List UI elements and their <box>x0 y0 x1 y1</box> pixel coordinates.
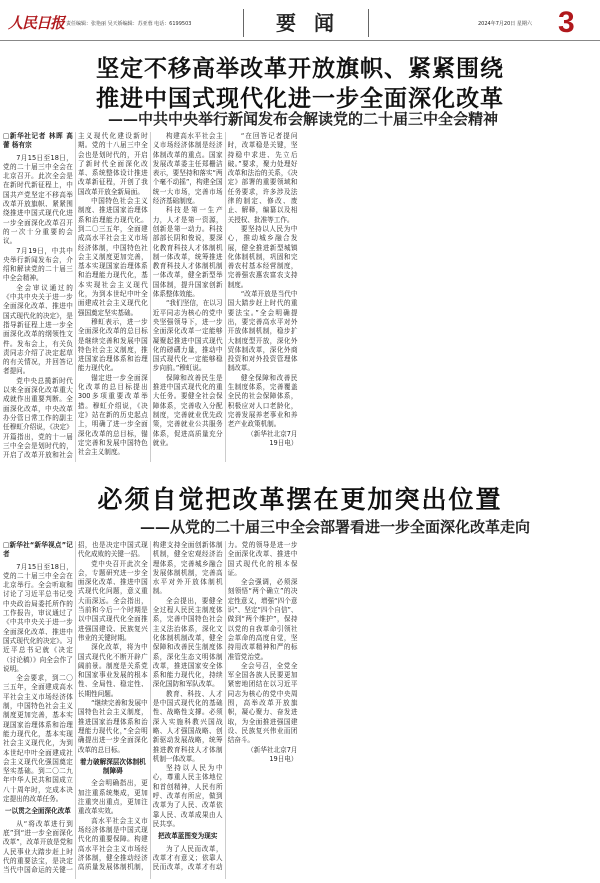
article2-dateline: （新华社北京7月19日电） <box>247 745 298 763</box>
paragraph: “在回答记者提问时，改革稳是关键，坚持稳中求进、先立后破。”要求，聚力处理好改革和法治的关系，《决定》部署的重要领域和任务要求，许多涉及法律的制定、修改、废止、解释，编纂以及相关授权、批准等工作。 <box>227 132 298 224</box>
article1-subtitle: ——中共中央举行新闻发布会解读党的二十届三中全会精神 <box>108 110 499 128</box>
paragraph: 党中央召开此次全会，专题研究进一步全面深化改革、推进中国式现代化问题，意义重大而深远。全会指出，当前和今后一个时期是以中国式现代化全面推进强国建设、民族复兴伟业的关键时期。 <box>77 559 148 642</box>
paragraph: 从“将改革进行到底”到“进一步全面深化改革”，改革开放是党和人民事业大踏步赶上时代的重要法宝，是决定当代中国命运的关键一招，也是决定中国式现代化成败的关键一招。 <box>3 541 148 875</box>
article1-dateline: （新华社北京7月19日电） <box>247 429 298 447</box>
section-heading: 把改革蓝图变为现实 <box>158 832 218 841</box>
paragraph: 教育、科技、人才是中国式现代化的基础性、战略性支撑。必须深入实施科教兴国战略、人才强国战略、创新驱动发展战略，统筹推进教育科技人才体制机制一体改革。 <box>152 689 223 763</box>
section-title: 要闻 <box>243 9 369 37</box>
article2-body <box>3 541 597 879</box>
paragraph: 为了人民而改革，改革才有意义；依靠人民而改革，改革才有动力。党的领导是进一步全面深化改革、推进中国式现代化的根本保证。 <box>152 541 298 872</box>
section-heading: 一以贯之全面深化改革 <box>4 807 71 816</box>
paragraph: 锚定进一步全面深化改革的总目标提出300多项重要改革举措。穆虹介绍说，《决定》站在新的历史起点上，明确了进一步全面深化改革的总目标，锚定完善和发展中国特色社会主义制度。 <box>77 373 148 457</box>
issue-date: 2024年7月20日 星期六 <box>478 21 532 27</box>
paragraph: 深化改革，将为中国式现代化不断开辟广阔前景。制度是关系党和国家事业发展的根本性、全局性、稳定性、长期性问题。 <box>77 643 148 698</box>
paragraph: 全会要求，到二〇三五年，全面建成高水平社会主义市场经济体制，中国特色社会主义制度更加完善，基本实现国家治理体系和治理能力现代化，基本实现社会主义现代化，为到本世纪中叶全面建成社会主义现代化强国奠定坚实基础。到二〇二九年中华人民共和国成立八十周年时，完成本决定提出的改革任务。 <box>3 674 73 804</box>
article2-headline: 必须自觉把改革摆在更加突出位置 <box>97 485 503 514</box>
paragraph: 坚持以人民为中心，尊重人民主体地位和首创精神，人民有所呼、改革有所应，做到改革为了人民、改革依靠人民、改革成果由人民共享。 <box>152 764 223 828</box>
editor-credits: 责任编辑：张艳丽 吴天娇编辑：苏亚蓉 电话：6199503 <box>66 21 192 27</box>
paragraph: 穆虹表示，进一步全面深化改革的总目标是继续完善和发展中国特色社会主义制度，推进国家治理体系和治理能力现代化。 <box>77 317 148 373</box>
paragraph: 健全保障和改善民生制度体系，完善覆盖全民的社会保障体系，积极应对人口老龄化，完善发展养老事业和养老产业政策机制。 <box>227 373 298 429</box>
paragraph: 科技是第一生产力，人才是第一资源，创新是第一动力。科技部部长阴和俊说，要深化教育科技人才体制机制一体改革，统筹推进教育科技人才体制机制一体改革，健全新型举国体制，提升国家创新体系整体效能。 <box>152 206 223 299</box>
paragraph: “继续完善和发展中国特色社会主义制度，推进国家治理体系和治理能力现代化，”全会明确提出进一步全面深化改革的总目标。 <box>77 699 148 754</box>
paragraph: 全会提出，要健全全过程人民民主制度体系，完善中国特色社会主义法治体系，深化文化体制机制改革，健全保障和改善民生制度体系，深化生态文明体制改革，推进国家安全体系和能力现代化，持续深化国防和军队改革。 <box>152 596 223 689</box>
paragraph: 7月15日至18日，党的二十届三中全会在北京召开。此次全会是在新时代新征程上，中国共产党坚定不移高举改革开放旗帜、紧紧围绕推进中国式现代化进一步全面深化改革召开的一次十分重要的会议。 <box>3 153 73 246</box>
paragraph: 构建高水平社会主义市场经济体制是经济体制改革的重点。国家发展改革委主任郑栅洁表示，要坚持和落实“两个毫不动摇”，构建全国统一大市场，完善市场经济基础制度。 <box>152 132 223 206</box>
article2-byline: □新华社“新华视点”记者 <box>3 541 73 559</box>
paragraph: 要坚持以人民为中心，推动城乡融合发展，健全推进新型城镇化体制机制，巩固和完善农村基本经营制度，完善强农惠农富农支持制度。 <box>227 224 298 289</box>
section-heading: 着力破解深层次体制机制障碍 <box>79 757 146 776</box>
paragraph: 全会明确指出，更加注重系统集成，更加注重突出重点，更加注重改革实效。 <box>77 779 148 816</box>
article1-headline-line2: 推进中国式现代化进一步全面深化改革 <box>96 86 504 112</box>
paragraph: “我们坚信，在以习近平同志为核心的党中央坚强领导下，进一步全面深化改革一定能够凝聚起推进中国式现代化的磅礴力量，推动中国式现代化一定能够稳步向前。”穆虹说。 <box>152 299 223 373</box>
page-number: 3 <box>558 6 575 39</box>
paragraph: 全会号召，全党全军全国各族人民要更加紧密地团结在以习近平同志为核心的党中央周围，高举改革开放旗帜，凝心聚力、奋发进取，为全面推进强国建设、民族复兴伟业而团结奋斗。 <box>227 661 298 745</box>
article1-body <box>3 132 597 462</box>
article1-headline-line1: 坚定不移高举改革开放旗帜、紧紧围绕 <box>96 56 504 82</box>
paragraph: 全会强调，必须深刻领悟“两个确立”的决定性意义，增强“四个意识”、坚定“四个自信”、做到“两个维护”，保持以党的自我革命引领社会革命的高度自觉，坚持用改革精神和严的标准管党治党。 <box>227 578 298 661</box>
paragraph: 全会审议通过的《中共中央关于进一步全面深化改革、推进中国式现代化的决定》，是指导新征程上进一步全面深化改革的纲领性文件。发布会上，有关负责同志介绍了决定起草的有关情况，并回答记者提问。 <box>3 283 73 376</box>
paragraph: 保障和改善民生是推进中国式现代化的重大任务。要健全社会保障体系，完善收入分配制度，完善就业优先政策，完善就业公共服务体系，促进高质量充分就业。 <box>152 373 223 447</box>
paragraph: 中国特色社会主义制度、推进国家治理体系和治理能力现代化。到二〇三五年，全面建成高水平社会主义市场经济体制，中国特色社会主义制度更加完善，基本实现国家治理体系和治理能力现代化，基本实现社会主义现代化，为到本世纪中叶全面建成社会主义现代化强国奠定坚实基础。 <box>77 197 148 317</box>
paragraph: 7月15日至18日，党的二十届三中全会在北京举行。全会听取和讨论了习近平总书记受中央政治局委托所作的工作报告，审议通过了《中共中央关于进一步全面深化改革、推进中国式现代化的决定》。习近平总书记就《决定（讨论稿）》向全会作了说明。 <box>3 562 73 673</box>
article2-subtitle: ——从党的二十届三中全会部署看进一步全面深化改革走向 <box>140 518 531 536</box>
paragraph: 7月19日，中共中央举行新闻发布会，介绍和解读党的二十届三中全会精神。 <box>3 246 73 283</box>
paragraph: 高水平社会主义市场经济体制是中国式现代化的重要保障。构建高水平社会主义市场经济体制，健全推动经济高质量发展体制机制，构建支持全面创新体制机制，健全宏观经济治理体系，完善城乡融合发展体制机制，完善高水平对外开放体制机制。 <box>77 541 223 872</box>
paragraph: “改革开放是当代中国大踏步赶上时代的重要法宝。”全会明确提出，要完善高水平对外开放体制机制，稳步扩大制度型开放，深化外贸体制改革，深化外商投资和对外投资管理体制改革。 <box>227 290 298 373</box>
article1-byline: □新华社记者 林晖 高蕾 杨有宗 <box>3 132 73 150</box>
masthead <box>0 0 600 41</box>
paragraph: 党中央总揽新时代以来全面深化改革重大成就作出重要判断。全面深化改革，中央改革办分管日常工作的副主任穆虹介绍说，《决定》开篇指出，党的十一届三中全会是划时代的，开启了改革开放和社会主义现代化建设新时期。党的十八届三中全会也是划时代的，开启了新时代全面深化改革、系统整体设计推进改革新征程，开创了我国改革开放全新局面。 <box>3 132 148 460</box>
newspaper-logo: 人民日报 <box>8 14 65 32</box>
